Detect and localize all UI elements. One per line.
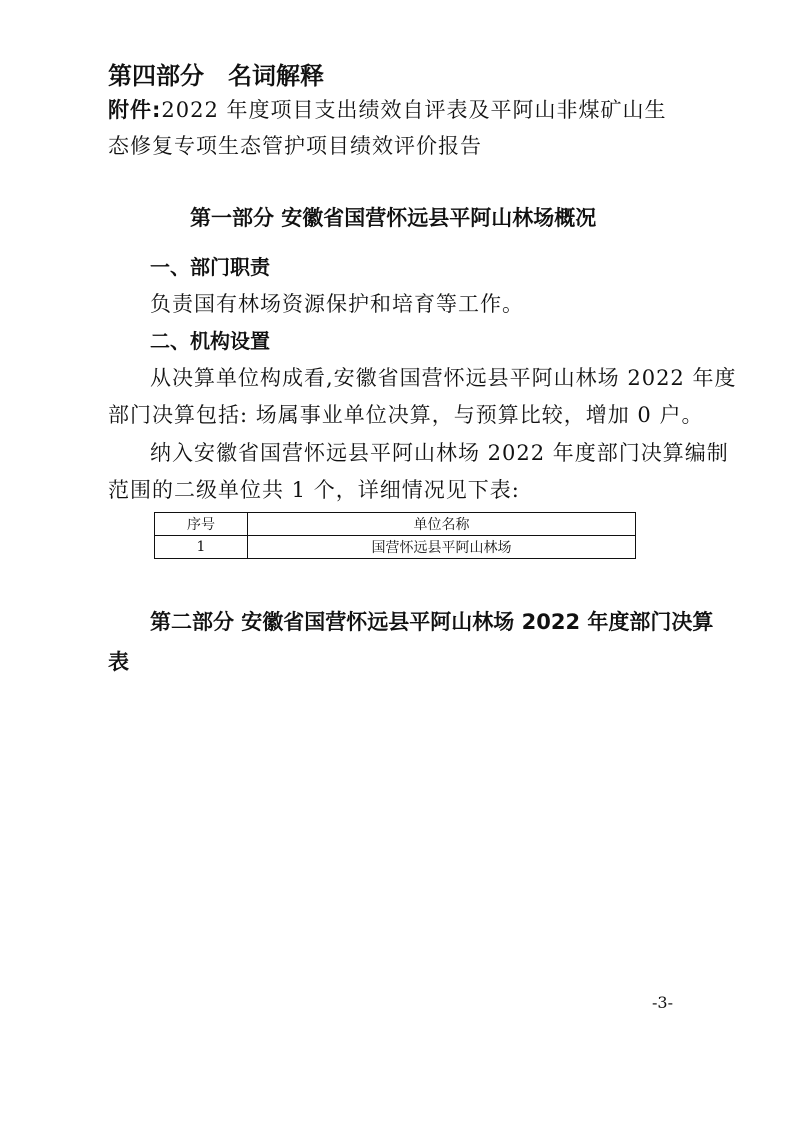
part2-title-line1: 第二部分 安徽省国营怀远县平阿山林场 2022 年度部门决算 xyxy=(150,610,714,634)
table-cell: 国营怀远县平阿山林场 xyxy=(248,536,636,559)
table-row xyxy=(155,536,636,559)
section2-heading: 二、机构设置 xyxy=(150,329,270,353)
part4-heading: 第四部分 名词解释 xyxy=(108,62,324,90)
table-cell: 1 xyxy=(155,536,248,559)
page-number: -3- xyxy=(652,993,673,1012)
table-header-cell: 单位名称 xyxy=(248,513,636,536)
attachment-text-1: 2022 年度项目支出绩效自评表及平阿山非煤矿山生 xyxy=(161,98,667,122)
units-table xyxy=(154,512,636,559)
table-header-row xyxy=(155,513,636,536)
part1-title: 第一部分 安徽省国营怀远县平阿山林场概况 xyxy=(190,206,597,230)
table-header-cell: 序号 xyxy=(155,513,248,536)
attachment-line2: 态修复专项生态管护项目绩效评价报告 xyxy=(108,134,482,158)
section2-para1-line2: 部门决算包括: 场属事业单位决算，与预算比较，增加 0 户。 xyxy=(108,403,704,427)
attachment-label: 附件: xyxy=(108,98,162,122)
section2-para2-line2: 范围的二级单位共 1 个，详细情况见下表: xyxy=(108,478,520,502)
section2-para1-line1: 从决算单位构成看,安徽省国营怀远县平阿山林场 2022 年度 xyxy=(150,366,737,390)
section1-text: 负责国有林场资源保护和培育等工作。 xyxy=(150,292,524,316)
section2-para2-line1: 纳入安徽省国营怀远县平阿山林场 2022 年度部门决算编制 xyxy=(150,441,729,465)
part2-title-line2: 表 xyxy=(108,650,129,674)
attachment-line1 xyxy=(108,100,667,121)
section1-heading: 一、部门职责 xyxy=(150,255,270,279)
